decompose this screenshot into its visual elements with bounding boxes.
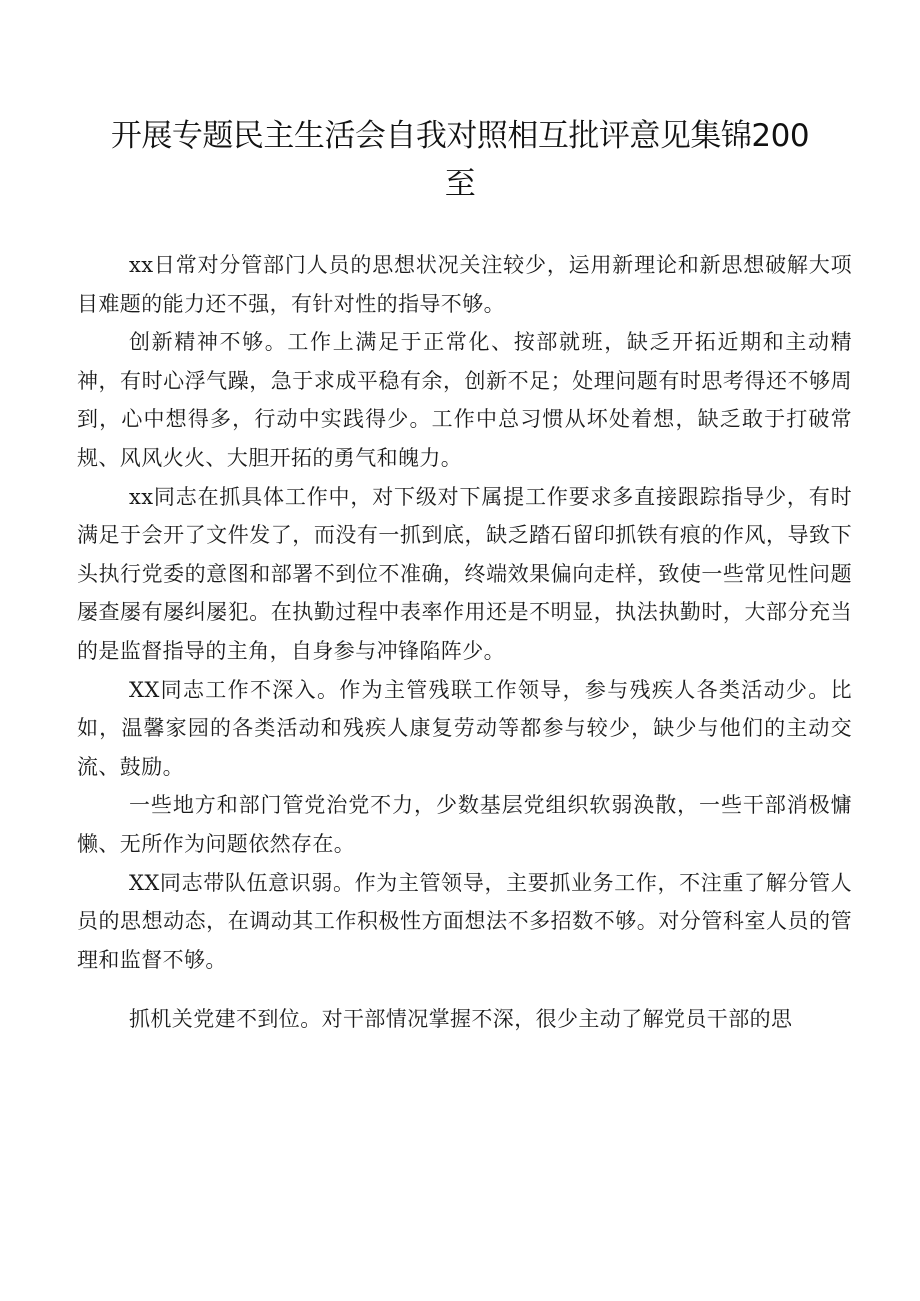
document-body (77, 246, 852, 1039)
paragraph-5: 一些地方和部门管党治党不力，少数基层党组织软弱涣散，一些干部消极慵懒、无所作为问题依然存在。 (77, 793, 852, 856)
paragraph-2: 创新精神不够。工作上满足于正常化、按部就班，缺乏开拓近期和主动精神，有时心浮气躁，急于求成平稳有余，创新不足；处理问题有时思考得还不够周到，心中想得多，行动中实践得少。工作中总习惯从坏处着想，缺乏敢于打破常规、风风火火、大胆开拓的勇气和魄力。 (77, 330, 852, 470)
paragraph-4: XX同志工作不深入。作为主管残联工作领导，参与残疾人各类活动少。比如，温馨家园的各类活动和残疾人康复劳动等都参与较少，缺少与他们的主动交流、鼓励。 (77, 677, 852, 779)
document-title: 开展专题民主生活会自我对照相互批评意见集锦200至 (110, 118, 810, 202)
paragraph-1: xx日常对分管部门人员的思想状况关注较少，运用新理论和新思想破解大项目难题的能力还不强，有针对性的指导不够。 (77, 253, 852, 316)
paragraph-3: xx同志在抓具体工作中，对下级对下属提工作要求多直接跟踪指导少，有时满足于会开了文件发了，而没有一抓到底，缺乏踏石留印抓铁有痕的作风，导致下头执行党委的意图和部署不到位不准确，终端效果偏向走样，致使一些常见性问题屡查屡有屡纠屡犯。在执勤过程中表率作用还是不明显，执法执勤时，大部分充当的是监督指导的主角，自身参与冲锋陷阵少。 (77, 484, 852, 663)
paragraph-6: XX同志带队伍意识弱。作为主管领导，主要抓业务工作，不注重了解分管人员的思想动态，在调动其工作积极性方面想法不多招数不够。对分管科室人员的管理和监督不够。 (77, 870, 852, 972)
paragraph-7: 抓机关党建不到位。对干部情况掌握不深，很少主动了解党员干部的思 (129, 1007, 793, 1032)
